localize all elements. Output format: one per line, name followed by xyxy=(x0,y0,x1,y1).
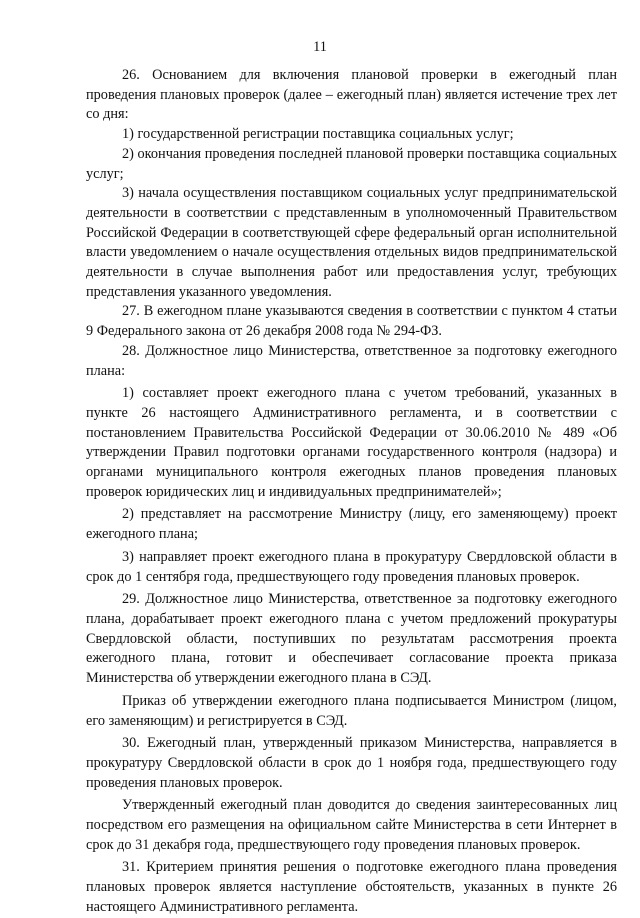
paragraph-28-item-1: 1) составляет проект ежегодного плана с учетом требований, указанных в пункте 26 настоящего Административного регламента, и в соответствии с постановлением Правительства Российской Федерации от 30.06.2010 № 489 «Об утверждении Правил подготовки органами государственного контроля (надзора) и органами муниципального контроля ежегодных планов проведения плановых проверок юридических лиц и индивидуальных предпринимателей»; xyxy=(86,385,617,500)
paragraph-28-item-3: 3) направляет проект ежегодного плана в прокуратуру Свердловской области в срок до 1 сентября года, предшествующего году проведения плановых проверок. xyxy=(86,548,617,585)
paragraph-30: 30. Ежегодный план, утвержденный приказом Министерства, направляется в прокуратуру Свердловской области в срок до 1 ноября года, предшествующего году проведения плановых проверок. xyxy=(86,735,617,791)
document-body xyxy=(86,66,617,918)
paragraph-29-order: Приказ об утверждении ежегодного плана подписывается Министром (лицом, его заменяющим) и регистрируется в СЭД. xyxy=(86,692,617,729)
paragraph-26-item-2: 2) окончания проведения последней плановой проверки поставщика социальных услуг; xyxy=(86,145,617,182)
paragraph-28-item-2: 2) представляет на рассмотрение Министру (лицу, его заменяющему) проект ежегодного плана; xyxy=(86,506,617,543)
paragraph-26: 26. Основанием для включения плановой проверки в ежегодный план проведения плановых проверок (далее – ежегодный план) является истечение трех лет со дня: xyxy=(86,67,617,123)
page-number: 11 xyxy=(313,39,327,55)
paragraph-26-item-1: 1) государственной регистрации поставщика социальных услуг; xyxy=(122,126,514,143)
paragraph-26-item-3: 3) начала осуществления поставщиком социальных услуг предпринимательской деятельности в соответствии с представленным в уполномоченный Правительством Российской Федерации в соответствующей сфере федеральный орган исполнительной власти уведомлением о начале осуществления отдельных видов предпринимательской деятельности в случае выполнения работ или предоставления услуг, требующих представления указанного уведомления. xyxy=(86,185,617,300)
paragraph-30-publication: Утвержденный ежегодный план доводится до сведения заинтересованных лиц посредством его размещения на официальном сайте Министерства в сети Интернет в срок до 31 декабря года, предшествующего году проведения плановых проверок. xyxy=(86,797,617,853)
paragraph-28: 28. Должностное лицо Министерства, ответственное за подготовку ежегодного плана: xyxy=(86,342,617,379)
paragraph-29: 29. Должностное лицо Министерства, ответственное за подготовку ежегодного плана, дорабатывает проект ежегодного плана с учетом предложений прокуратуры Свердловской области, поступивших по результатам рассмотрения проекта ежегодного плана, готовит и обеспечивает согласование проекта приказа Министерства об утверждении ежегодного плана в СЭД. xyxy=(86,591,617,687)
paragraph-27: 27. В ежегодном плане указываются сведения в соответствии с пунктом 4 статьи 9 Федерального закона от 26 декабря 2008 года № 294-ФЗ. xyxy=(86,303,617,340)
paragraph-31: 31. Критерием принятия решения о подготовке ежегодного плана проведения плановых проверок является наступление обстоятельств, указанных в пункте 26 настоящего Административного регламента. xyxy=(86,859,617,915)
